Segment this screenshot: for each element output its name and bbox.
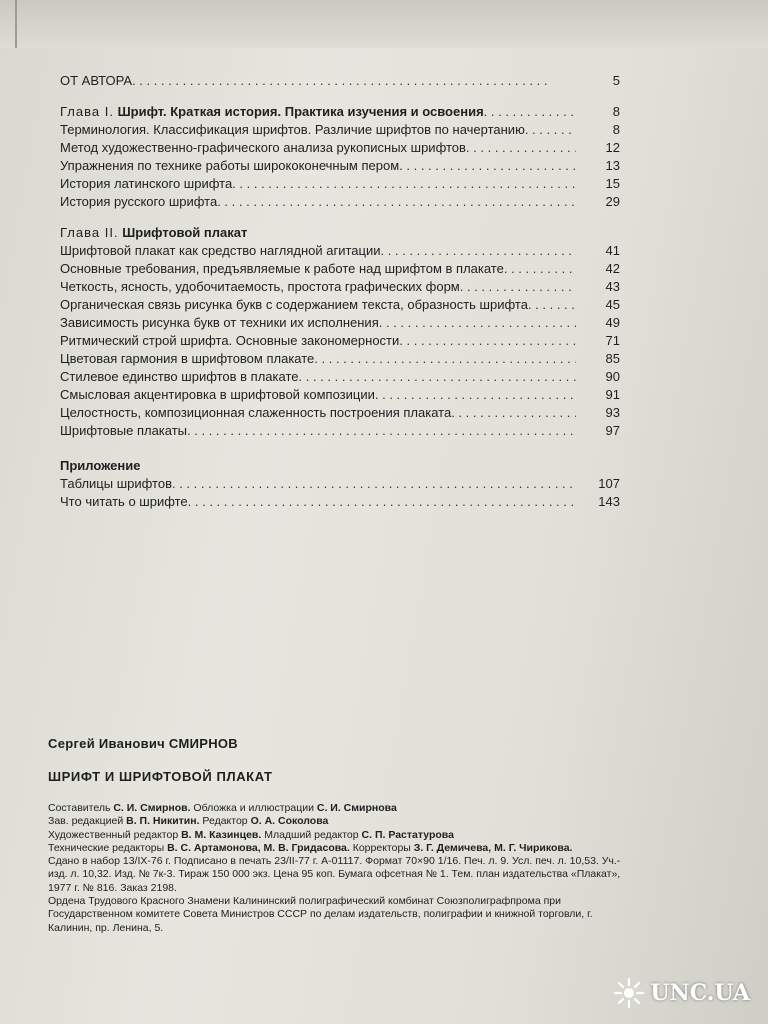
toc-row	[60, 175, 620, 192]
watermark	[612, 976, 750, 1010]
toc-row	[60, 493, 620, 510]
toc-page-number: 71	[605, 333, 620, 348]
toc-row	[60, 422, 620, 439]
toc-entry-title: Цветовая гармония в шрифтовом плакате . . .	[60, 350, 576, 367]
toc-row	[60, 314, 620, 331]
toc-chapter-1-heading	[60, 103, 620, 120]
toc-row	[60, 121, 620, 138]
toc-chapter-2-heading	[60, 224, 620, 241]
toc-entry-title: Органическая связь рисунка букв с содержанием текста, образность шрифта . . .	[60, 296, 576, 313]
toc-row	[60, 475, 620, 492]
watermark-text: UNC.UA	[650, 980, 750, 1006]
toc-row	[60, 139, 620, 156]
toc-entry-title: Зависимость рисунка букв от техники их исполнения . . .	[60, 314, 576, 331]
chapter-title: Шрифт. Краткая история. Практика изучения и освоения	[117, 104, 484, 119]
toc-row	[60, 260, 620, 277]
book-title: ШРИФТ И ШРИФТОВОЙ ПЛАКАТ	[48, 769, 273, 784]
toc-chapter-title	[60, 103, 576, 120]
toc-entry-title: Шрифтовой плакат как средство наглядной агитации . . .	[60, 242, 576, 259]
toc-page-number: 13	[605, 158, 620, 173]
credits-line-print-data: Сдано в набор 13/IX-76 г. Подписано в печать 23/II-77 г. А-01117. Формат 70×90 1/16. Печ. л. 9. Усл. печ. л. 10,53. Уч.-изд. л. 10,32. Изд. № 7к-3. Тираж 150 000 экз. Цена 95 коп. Бумага офсетная № 1. Тем. план издательства «Плакат», 1977 г. № 816. Заказ 2198.	[48, 855, 621, 894]
toc-entry-title: Стилевое единство шрифтов в плакате . . .	[60, 368, 576, 385]
toc-page-number: 91	[605, 387, 620, 402]
toc-chapter-title	[60, 224, 576, 241]
toc-page-number: 90	[605, 369, 620, 384]
toc-entry-title: Упражнения по технике работы ширококонечным пером . . .	[60, 157, 576, 174]
table-of-contents	[60, 72, 620, 511]
sunburst-logo-icon	[612, 976, 646, 1010]
toc-row	[60, 193, 620, 210]
toc-page-number: 42	[605, 261, 620, 276]
toc-entry-title: История латинского шрифта . . .	[60, 175, 576, 192]
author-name: Сергей Иванович СМИРНОВ	[48, 736, 238, 751]
appendix-title: Приложение	[60, 458, 141, 473]
toc-page-number: 97	[605, 423, 620, 438]
chapter-title: Шрифтовой плакат	[122, 225, 248, 240]
toc-appendix-heading	[60, 457, 620, 474]
toc-page-number: 43	[605, 279, 620, 294]
toc-entry-title: Ритмический строй шрифта. Основные закономерности . . .	[60, 332, 576, 349]
toc-row	[60, 278, 620, 295]
toc-row	[60, 368, 620, 385]
toc-entry-title: История русского шрифта . . .	[60, 193, 576, 210]
toc-page-number: 93	[605, 405, 620, 420]
toc-page-number: 85	[605, 351, 620, 366]
toc-row	[60, 386, 620, 403]
toc-entry-title: Таблицы шрифтов . . .	[60, 475, 576, 492]
page-top-edge	[0, 0, 768, 48]
credits-line-compiler: Составитель С. И. Смирнов. Обложка и иллюстрации С. И. Смирнова	[48, 802, 397, 814]
credits-line-printer: Ордена Трудового Красного Знамени Калининский полиграфический комбинат Союзполиграфпрома при Государственном комитете Совета Министров СССР по делам издательств, полиграфии и книжной торговли, г. Калинин, пр. Ленина, 5.	[48, 895, 593, 934]
toc-page-number: 41	[605, 243, 620, 258]
toc-page-number: 12	[605, 140, 620, 155]
toc-entry-title: Четкость, ясность, удобочитаемость, простота графических форм . . .	[60, 278, 576, 295]
toc-row-intro	[60, 72, 620, 89]
toc-page-number: 143	[598, 494, 620, 509]
toc-row	[60, 296, 620, 313]
chapter-label: Глава II.	[60, 225, 119, 240]
toc-page-number: 107	[598, 476, 620, 491]
credits-line-technical: Технические редакторы В. С. Артамонова, М. В. Гридасова. Корректоры З. Г. Демичева, М. Г. Чирикова.	[48, 841, 573, 854]
toc-entry-title: Шрифтовые плакаты . . .	[60, 422, 576, 439]
toc-row	[60, 157, 620, 174]
page-fold	[15, 0, 17, 48]
toc-page-number: 5	[612, 73, 620, 88]
toc-row	[60, 350, 620, 367]
toc-entry-title: Смысловая акцентировка в шрифтовой композиции . . .	[60, 386, 576, 403]
chapter-label: Глава I.	[60, 104, 114, 119]
imprint-block	[48, 736, 628, 935]
toc-page-number: 29	[605, 194, 620, 209]
toc-entry-title: ОТ АВТОРА . . .	[60, 72, 576, 89]
toc-page-number: 49	[605, 315, 620, 330]
toc-entry-title: Терминология. Классификация шрифтов. Различие шрифтов по начертанию . . .	[60, 121, 576, 138]
toc-page-number: 45	[605, 297, 620, 312]
toc-page-number: 15	[605, 176, 620, 191]
toc-entry-title: Основные требования, предъявляемые к работе над шрифтом в плакате . . .	[60, 260, 576, 277]
toc-row	[60, 404, 620, 421]
credits-line-art-editor: Художественный редактор В. М. Казинцев. Младший редактор С. П. Растатурова	[48, 828, 454, 841]
toc-row	[60, 332, 620, 349]
toc-page-number: 8	[612, 122, 620, 137]
toc-row	[60, 242, 620, 259]
toc-page-number: 8	[612, 104, 620, 119]
toc-entry-title: Что читать о шрифте . . .	[60, 493, 576, 510]
toc-entry-title: Метод художественно-графического анализа рукописных шрифтов . . .	[60, 139, 576, 156]
credits	[48, 802, 628, 935]
credits-line-editors: Зав. редакцией В. П. Никитин. Редактор О. А. Соколова	[48, 815, 329, 828]
toc-entry-title: Целостность, композиционная слаженность построения плаката . . .	[60, 404, 576, 421]
